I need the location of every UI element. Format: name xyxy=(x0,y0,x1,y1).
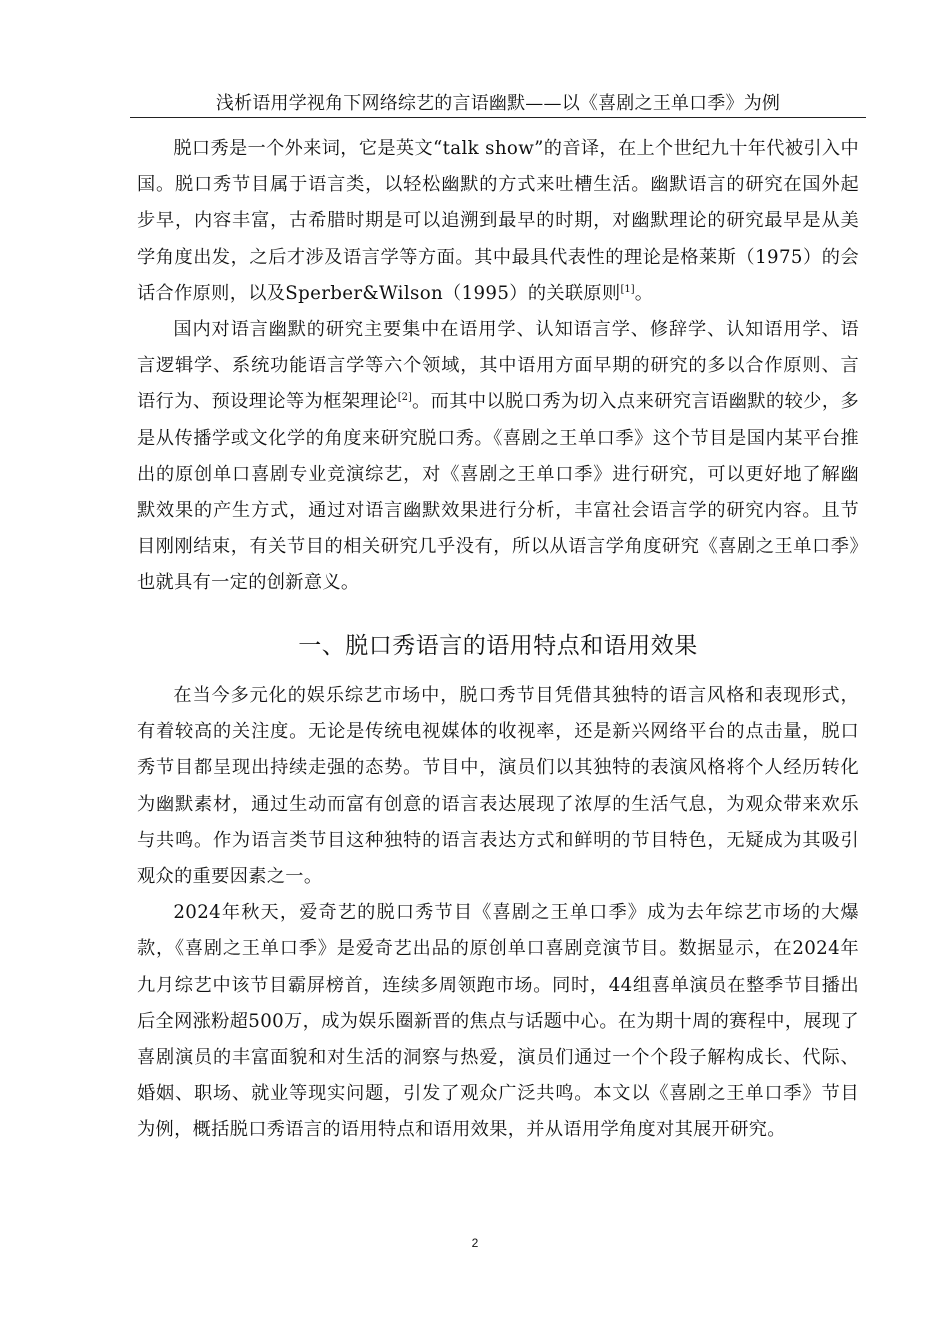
citation-ref-1: [1] xyxy=(620,283,635,295)
header-divider xyxy=(130,117,866,118)
page-number: 2 xyxy=(471,1236,479,1250)
intro-paragraph-2 xyxy=(137,312,859,602)
intro-section xyxy=(137,131,859,602)
intro-paragraph-2-text: 国内对语言幽默的研究主要集中在语用学、认知语言学、修辞学、认知语用学、语言逻辑学、系统功能语言学等六个领域，其中语用方面早期的研究的多以合作原则、言语行为、预设理论等为框架理论 xyxy=(137,319,859,413)
intro-paragraph-2-tail: 。而其中以脱口秀为切入点来研究言语幽默的较少，多是从传播学或文化学的角度来研究脱口秀。《喜剧之王单口季》这个节目是国内某平台推出的原创单口喜剧专业竞演综艺，对《喜剧之王单口季》进行研究，可以更好地了解幽默效果的产生方式，通过对语言幽默效果进行分析，丰富社会语言学的研究内容。且节目刚刚结束，有关节目的相关研究几乎没有，所以从语言学角度研究《喜剧之王单口季》也就具有一定的创新意义。 xyxy=(137,391,859,594)
section-1-paragraph-2: 2024年秋天，爱奇艺的脱口秀节目《喜剧之王单口季》成为去年综艺市场的大爆款，《喜剧之王单口季》是爱奇艺出品的原创单口喜剧竞演节目。数据显示，在2024年九月综艺中该节目霸屏榜首，连续多周领跑市场。同时，44组喜单演员在整季节目播出后全网涨粉超500万，成为娱乐圈新晋的焦点与话题中心。在为期十周的赛程中，展现了喜剧演员的丰富面貌和对生活的洞察与热爱，演员们通过一个个段子解构成长、代际、婚姻、职场、就业等现实问题，引发了观众广泛共鸣。本文以《喜剧之王单口季》节目为例，概括脱口秀语言的语用特点和语用效果，并从语用学角度对其展开研究。 xyxy=(137,902,859,1141)
intro-paragraph-1 xyxy=(137,131,859,312)
citation-ref-2: [2] xyxy=(397,392,412,404)
section-1-paragraph-1: 在当今多元化的娱乐综艺市场中，脱口秀节目凭借其独特的语言风格和表现形式，有着较高的关注度。无论是传统电视媒体的收视率，还是新兴网络平台的点击量，脱口秀节目都呈现出持续走强的态势。节目中，演员们以其独特的表演风格将个人经历转化为幽默素材，通过生动而富有创意的语言表达展现了浓厚的生活气息，为观众带来欢乐与共鸣。作为语言类节目这种独特的语言表达方式和鲜明的节目特色，无疑成为其吸引观众的重要因素之一。 xyxy=(137,685,859,888)
section-heading: 一、脱口秀语言的语用特点和语用效果 xyxy=(298,633,698,659)
intro-paragraph-1-text: 脱口秀是一个外来词，它是英文“talk show”的音译，在上个世纪九十年代被引入中国。脱口秀节目属于语言类，以轻松幽默的方式来吐槽生活。幽默语言的研究在国外起步早，内容丰富，古希腊时期是可以追溯到最早的时期，对幽默理论的研究最早是从美学角度出发，之后才涉及语言学等方面。其中最具代表性的理论是格莱斯（1975）的会话合作原则，以及Sperber&Wilson（1995）的关联原则 xyxy=(137,138,859,304)
section-1-body xyxy=(137,678,859,1149)
running-header-title: 浅析语用学视角下网络综艺的言语幽默——以《喜剧之王单口季》为例 xyxy=(215,93,781,114)
intro-paragraph-1-tail: 。 xyxy=(634,282,654,304)
